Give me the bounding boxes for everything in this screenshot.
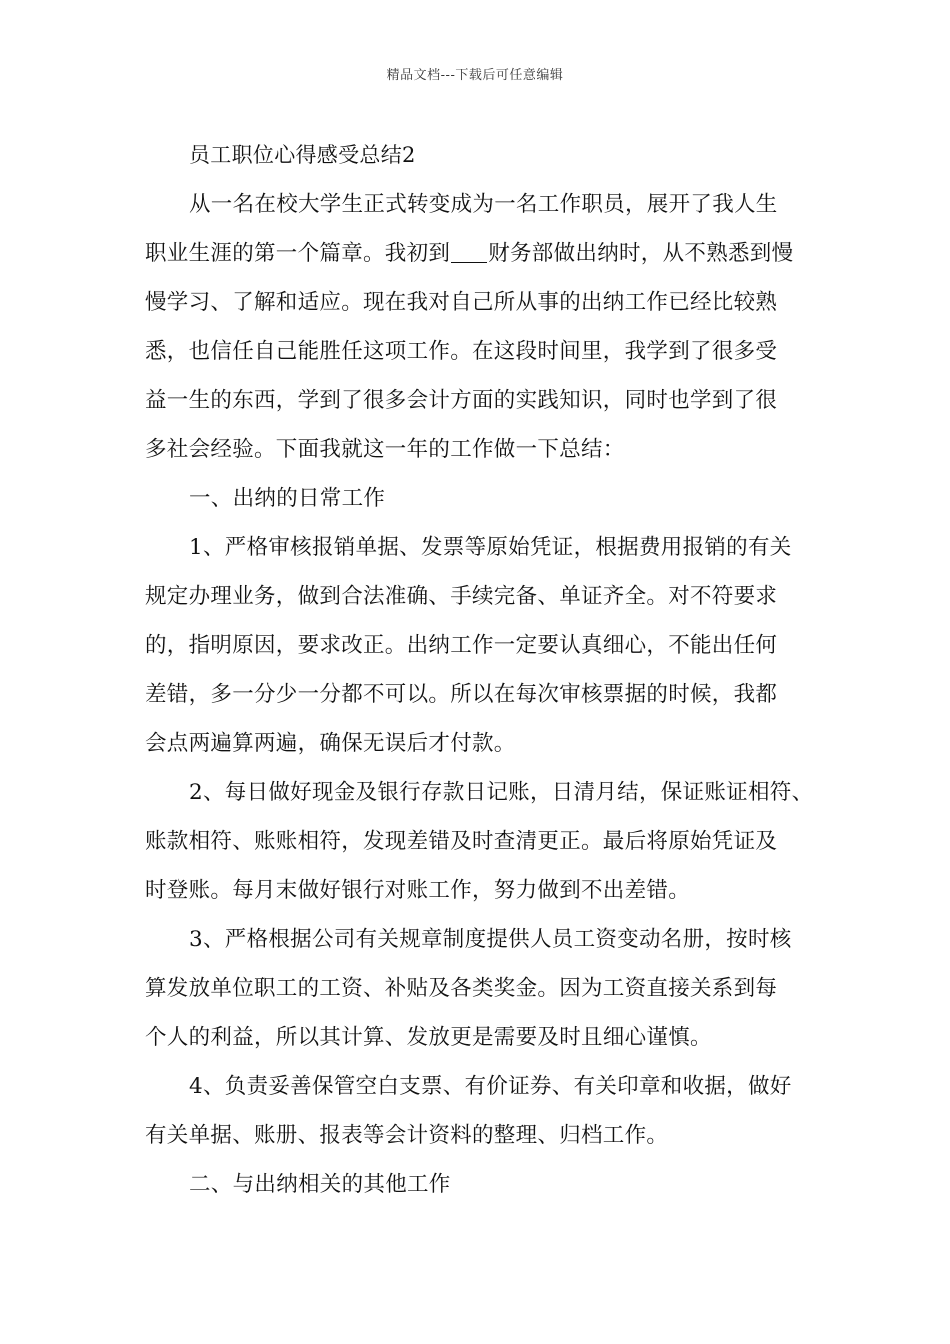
paragraph-line: 悉，也信任自己能胜任这项工作。在这段时间里，我学到了很多受 (145, 339, 778, 364)
line-text: 职业生涯的第一个篇章。我初到 (145, 241, 451, 266)
page-header: 精品文档---下载后可任意编辑 (386, 68, 564, 83)
item-3-paragraph (145, 915, 807, 1062)
fill-in-blank (451, 240, 487, 263)
paragraph-line (145, 229, 807, 278)
paragraph-line: 账款相符、账账相符，发现差错及时查清更正。最后将原始凭证及 (145, 829, 778, 854)
paragraph-line: 会点两遍算两遍，确保无误后才付款。 (145, 731, 516, 756)
paragraph-line: 规定办理业务，做到合法准确、手续完备、单证齐全。对不符要求 (145, 584, 778, 609)
paragraph-line: 时登账。每月末做好银行对账工作，努力做到不出差错。 (145, 878, 691, 903)
paragraph-line: 的，指明原因，要求改正。出纳工作一定要认真细心，不能出任何 (145, 633, 778, 658)
paragraph-line: 3、严格根据公司有关规章制度提供人员工资变动名册，按时核 (189, 927, 792, 952)
paragraph-line: 4、负责妥善保管空白支票、有价证券、有关印章和收据，做好 (189, 1074, 792, 1099)
paragraph-line: 多社会经验。下面我就这一年的工作做一下总结： (145, 437, 625, 462)
paragraph-line: 算发放单位职工的工资、补贴及各类奖金。因为工资直接关系到每 (145, 976, 778, 1001)
section-heading: 一、出纳的日常工作 (189, 486, 386, 511)
paragraph-line: 个人的利益，所以其计算、发放更是需要及时且细心谨慎。 (145, 1025, 712, 1050)
intro-paragraph (145, 180, 807, 474)
paragraph-line: 2、每日做好现金及银行存款日记账，日清月结，保证账证相符、 (189, 780, 814, 805)
document-title: 员工职位心得感受总结2 (189, 143, 416, 167)
section-heading: 二、与出纳相关的其他工作 (189, 1172, 451, 1197)
item-2-paragraph (145, 768, 814, 915)
paragraph-line: 差错，多一分少一分都不可以。所以在每次审核票据的时候，我都 (145, 682, 778, 707)
item-1-paragraph (145, 523, 807, 768)
paragraph-line: 1、严格审核报销单据、发票等原始凭证，根据费用报销的有关 (189, 535, 792, 560)
document-body (145, 131, 814, 1209)
item-4-paragraph (145, 1062, 807, 1160)
paragraph-line: 益一生的东西，学到了很多会计方面的实践知识，同时也学到了很 (145, 388, 778, 413)
line-text: 财务部做出纳时，从不熟悉到慢 (488, 241, 794, 266)
paragraph-line: 从一名在校大学生正式转变成为一名工作职员，展开了我人生 (189, 192, 778, 217)
paragraph-line: 有关单据、账册、报表等会计资料的整理、归档工作。 (145, 1123, 669, 1148)
paragraph-line: 慢学习、了解和适应。现在我对自己所从事的出纳工作已经比较熟 (145, 290, 778, 315)
